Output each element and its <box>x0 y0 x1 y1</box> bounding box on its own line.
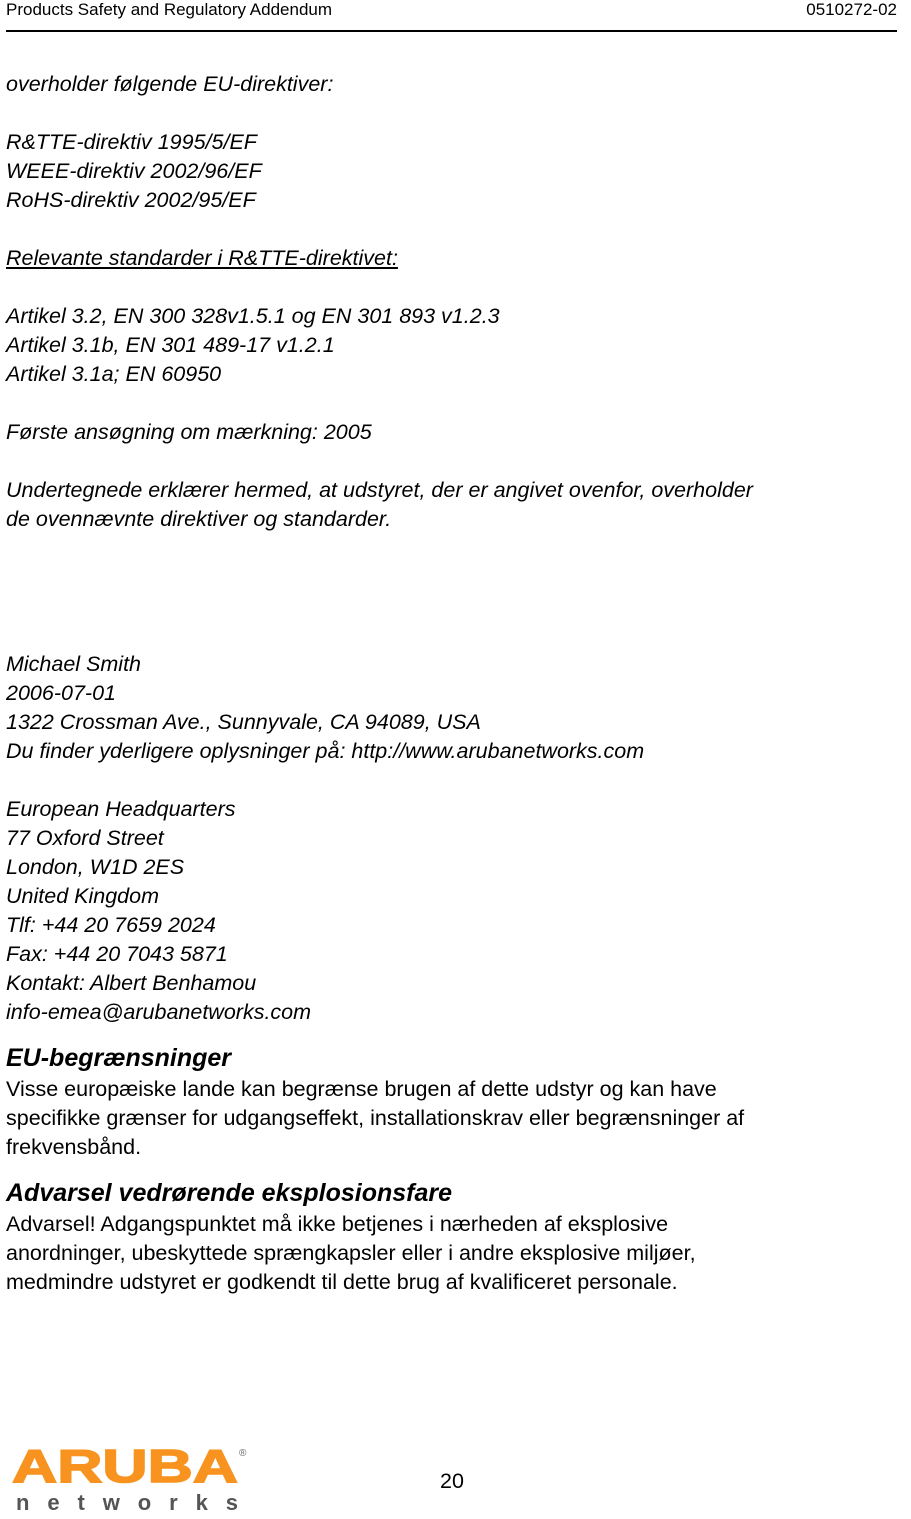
page-content <box>6 70 896 1297</box>
eu-restrictions-text: specifikke grænser for udgangseffekt, installationskrav eller begrænsninger af <box>6 1106 745 1130</box>
directive-item: RoHS-direktiv 2002/95/EF <box>6 188 256 212</box>
aruba-logo-graphic <box>10 1442 250 1514</box>
explosion-warning-text: medmindre udstyret er godkendt til dette brug af kvalificeret personale. <box>6 1270 678 1294</box>
signatory-name: Michael Smith <box>6 652 142 676</box>
standards-heading: Relevante standarder i R&TTE-direktivet: <box>6 246 398 270</box>
page-number: 20 <box>440 1469 464 1493</box>
statement-line: de ovennævnte direktiver og standarder. <box>6 507 392 531</box>
signature-space <box>6 534 896 650</box>
hq-fax: Fax: +44 20 7043 5871 <box>6 942 228 966</box>
eu-restrictions-text: Visse europæiske lande kan begrænse brugen af dette udstyr og kan have <box>6 1077 717 1101</box>
more-info-link[interactable]: Du finder yderligere oplysninger på: http://www.arubanetworks.com <box>6 739 645 763</box>
directive-item: WEEE-direktiv 2002/96/EF <box>6 159 262 183</box>
standard-item: Artikel 3.2, EN 300 328v1.5.1 og EN 301 893 v1.2.3 <box>6 304 500 328</box>
logo-wordmark: ARUBA <box>12 1442 238 1492</box>
hq-line: United Kingdom <box>6 884 159 908</box>
standard-item: Artikel 3.1a; EN 60950 <box>6 362 222 386</box>
aruba-networks-logo <box>10 1442 250 1514</box>
page-header <box>6 0 897 32</box>
hq-phone: Tlf: +44 20 7659 2024 <box>6 913 216 937</box>
logo-registered-mark: ® <box>239 1448 247 1459</box>
explosion-warning-heading: Advarsel vedrørende eksplosionsfare <box>6 1179 453 1207</box>
explosion-warning-text: Advarsel! Adgangspunktet må ikke betjenes i nærheden af eksplosive <box>6 1212 669 1236</box>
statement-line: Undertegnede erklærer hermed, at udstyret, der er angivet ovenfor, overholder <box>6 478 753 502</box>
hq-contact: Kontakt: Albert Benhamou <box>6 971 257 995</box>
eu-restrictions-text: frekvensbånd. <box>6 1135 142 1159</box>
document-title: Products Safety and Regulatory Addendum <box>6 0 333 19</box>
first-application: Første ansøgning om mærkning: 2005 <box>6 420 372 444</box>
directive-item: R&TTE-direktiv 1995/5/EF <box>6 130 257 154</box>
standard-item: Artikel 3.1b, EN 301 489-17 v1.2.1 <box>6 333 335 357</box>
declaration-intro: overholder følgende EU-direktiver: <box>6 72 334 96</box>
signatory-date: 2006-07-01 <box>6 681 116 705</box>
document-number: 0510272-02 <box>806 0 897 19</box>
signatory-address: 1322 Crossman Ave., Sunnyvale, CA 94089, USA <box>6 710 481 734</box>
logo-tagline: networks <box>16 1490 239 1514</box>
hq-line: London, W1D 2ES <box>6 855 185 879</box>
hq-email[interactable]: info-emea@arubanetworks.com <box>6 1000 312 1024</box>
hq-line: European Headquarters <box>6 797 236 821</box>
hq-line: 77 Oxford Street <box>6 826 164 850</box>
explosion-warning-text: anordninger, ubeskyttede sprængkapsler eller i andre eksplosive miljøer, <box>6 1241 696 1265</box>
eu-restrictions-heading: EU-begrænsninger <box>6 1044 232 1072</box>
